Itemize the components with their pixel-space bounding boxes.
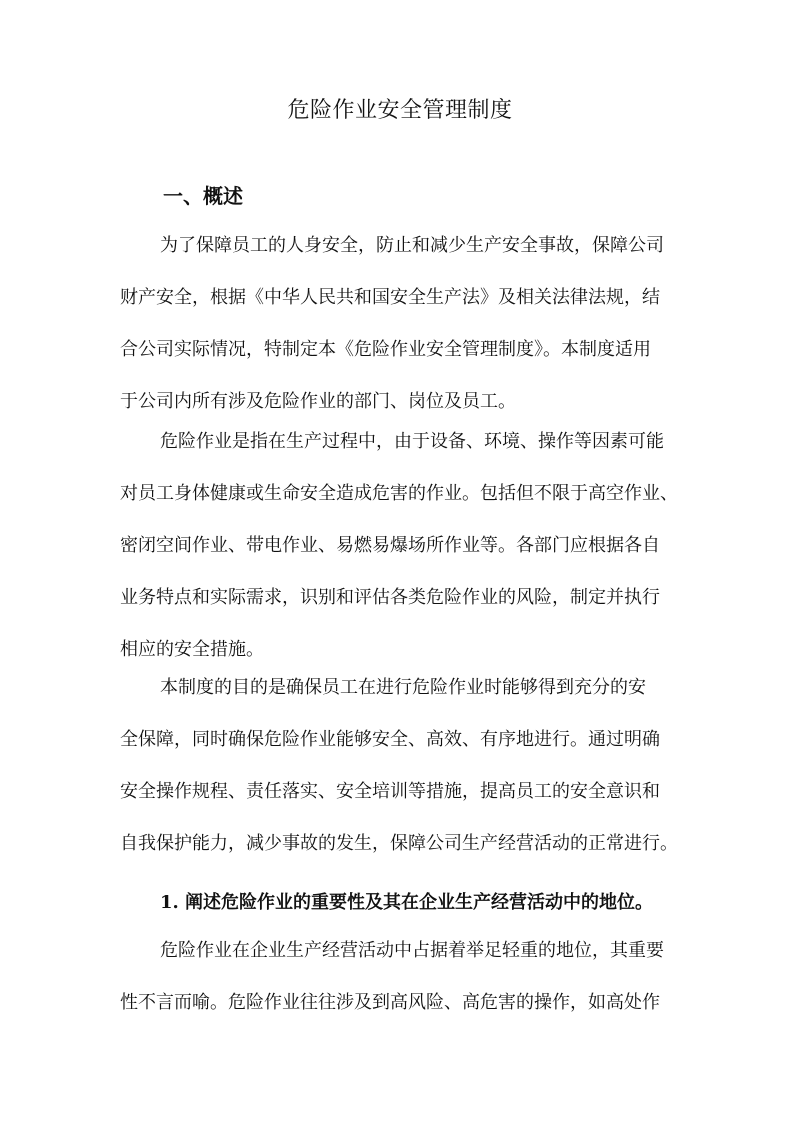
document-title: 危险作业安全管理制度 [287,98,513,123]
paragraph-line: 业务特点和实际需求，识别和评估各类危险作业的风险，制定并执行 [120,587,660,608]
paragraph-purpose [120,220,680,428]
paragraph-line: 于公司内所有涉及危险作业的部门、岗位及员工。 [120,391,516,412]
subsection-heading-importance: 1. 阐述危险作业的重要性及其在企业生产经营活动中的地位。 [160,892,654,913]
paragraph-definition [120,416,680,676]
paragraph-importance [120,925,680,1029]
paragraph-line: 自我保护能力，减少事故的发生，保障公司生产经营活动的正常进行。 [120,833,678,854]
paragraph-line: 密闭空间作业、带电作业、易燃易爆场所作业等。各部门应根据各自 [120,535,660,556]
paragraph-line: 对员工身体健康或生命安全造成危害的作业。包括但不限于高空作业、 [120,483,678,504]
paragraph-objective [120,662,680,870]
paragraph-line: 全保障，同时确保危险作业能够安全、高效、有序地进行。通过明确 [120,729,660,750]
paragraph-line: 危险作业在企业生产经营活动中占据着举足轻重的地位，其重要 [160,940,664,961]
section-heading-overview: 一、概述 [163,184,243,208]
paragraph-line: 相应的安全措施。 [120,639,264,660]
paragraph-line: 危险作业是指在生产过程中，由于设备、环境、操作等因素可能 [160,431,664,452]
paragraph-line: 合公司实际情况，特制定本《危险作业安全管理制度》。本制度适用 [120,339,651,360]
paragraph-line: 为了保障员工的人身安全，防止和减少生产安全事故，保障公司 [160,235,664,256]
paragraph-line: 财产安全，根据《中华人民共和国安全生产法》及相关法律法规，结 [120,287,660,308]
paragraph-line: 安全操作规程、责任落实、安全培训等措施，提高员工的安全意识和 [120,781,660,802]
paragraph-line: 性不言而喻。危险作业往往涉及到高风险、高危害的操作，如高处作 [120,992,660,1013]
paragraph-line: 本制度的目的是确保员工在进行危险作业时能够得到充分的安 [160,677,646,698]
